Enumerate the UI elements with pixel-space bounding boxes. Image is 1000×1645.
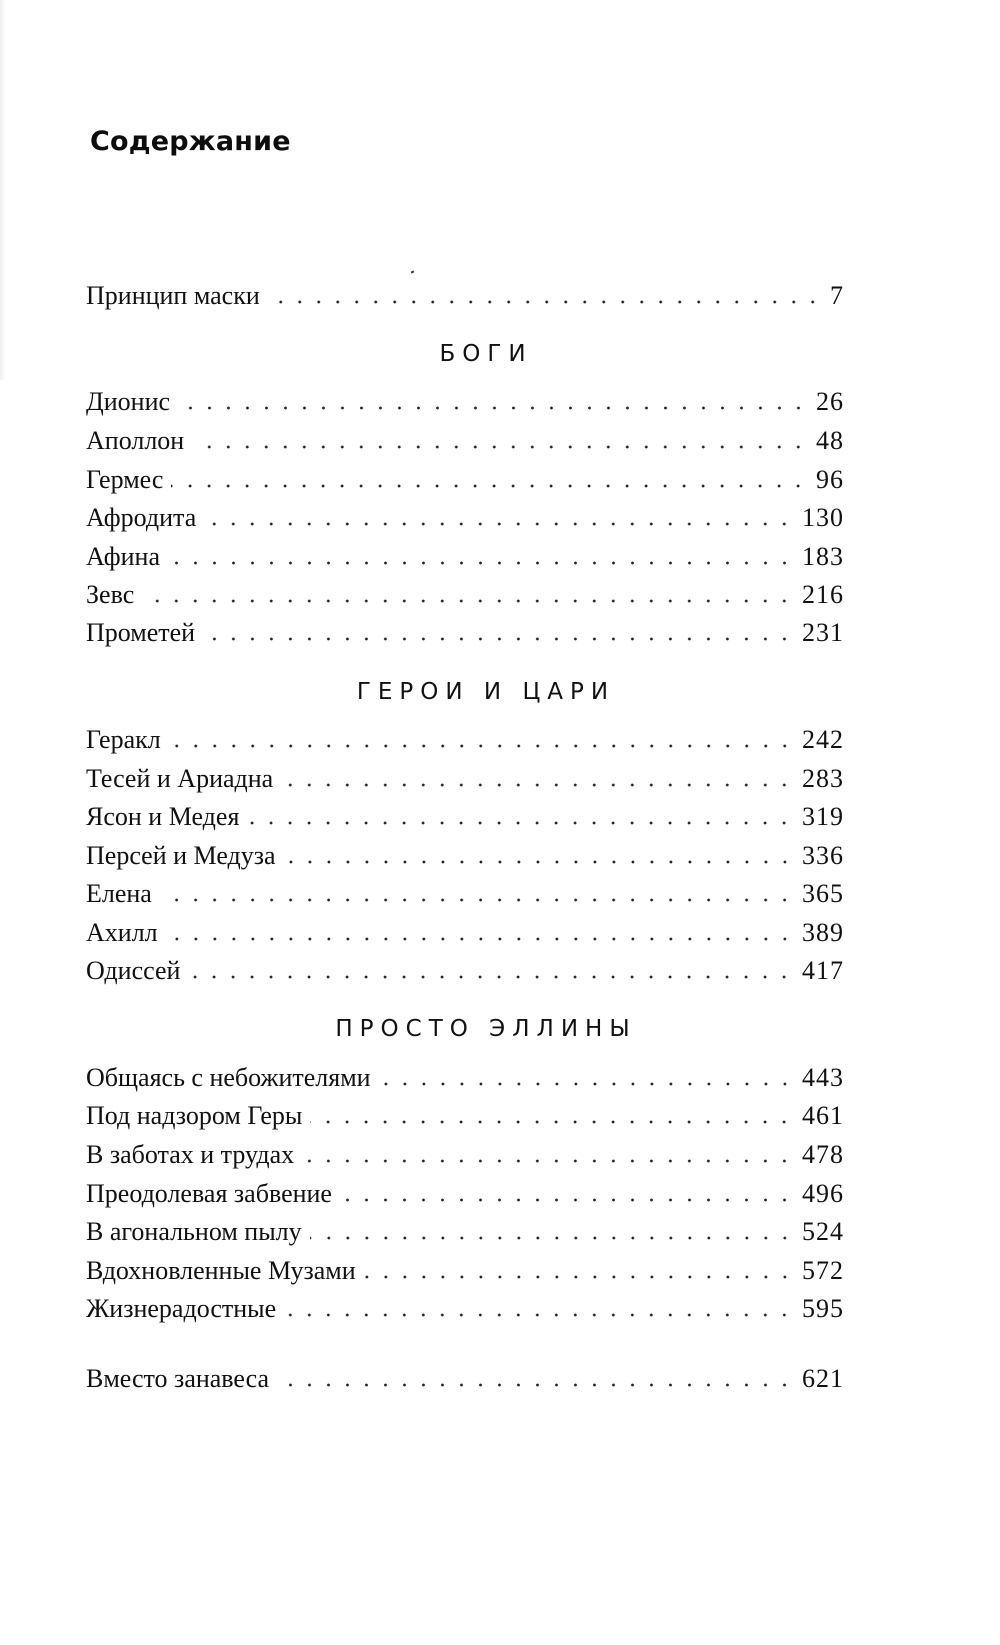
toc-entry-page: 621	[802, 1364, 844, 1393]
toc-entry[interactable]	[86, 1098, 844, 1134]
toc-entry-page: 283	[802, 764, 844, 793]
toc-entry-title: Афина	[86, 542, 161, 571]
toc-entry-title: В заботах и трудах	[86, 1140, 295, 1169]
toc-entry-title: Афродита	[86, 503, 197, 532]
toc-entry-title: Ахилл	[86, 918, 158, 947]
toc-entry-page: 216	[802, 580, 844, 609]
dot-leader	[340, 1198, 794, 1202]
toc-entry-outro[interactable]	[86, 1361, 844, 1397]
toc-entry-intro[interactable]	[86, 278, 844, 314]
toc-entry[interactable]	[86, 953, 844, 989]
toc-entry-title: Вместо занавеса	[86, 1364, 270, 1393]
toc-entry[interactable]	[86, 500, 844, 536]
toc-entry-title: Елена	[86, 879, 152, 908]
toc-entry-page: 417	[802, 956, 844, 985]
dot-leader	[268, 300, 822, 304]
toc-entry[interactable]	[86, 1291, 844, 1327]
section-title-heroes: ГЕРОИ И ЦАРИ	[356, 679, 616, 705]
contents-heading: Содержание	[90, 126, 291, 157]
toc-entry-title: Прометей	[86, 618, 196, 647]
section-title-gods: БОГИ	[439, 341, 533, 367]
dot-leader	[166, 937, 794, 941]
dot-leader	[284, 860, 794, 864]
toc-entry-page: 26	[816, 387, 844, 416]
toc-entry-title: Преодолевая забвение	[86, 1179, 332, 1208]
toc-entry-title: Вдохновленные Музами	[86, 1256, 356, 1285]
dot-leader	[247, 821, 794, 825]
dot-leader	[188, 975, 794, 979]
toc-entry[interactable]	[86, 876, 844, 912]
toc-entry-page: 48	[816, 426, 844, 455]
section-title-hellenes: ПРОСТО ЭЛЛИНЫ	[335, 1016, 637, 1042]
dot-leader	[281, 783, 794, 787]
toc-entry-page: 389	[802, 918, 844, 947]
toc-entry-title: В агональном пылу	[86, 1217, 302, 1246]
toc-entry-title: Принцип маски	[86, 281, 260, 310]
toc-entry-page: 7	[830, 281, 844, 310]
toc-entry[interactable]	[86, 1253, 844, 1289]
dot-leader	[192, 445, 808, 449]
dot-leader	[204, 522, 794, 526]
toc-entry-title: Аполлон	[86, 426, 185, 455]
dot-leader	[169, 744, 794, 748]
toc-entry-page: 242	[802, 725, 844, 754]
toc-entry-title: Жизнерадостные	[86, 1294, 277, 1323]
toc-entry-page: 572	[802, 1256, 844, 1285]
toc-entry-page: 183	[802, 542, 844, 571]
dot-leader	[168, 561, 794, 565]
toc-entry[interactable]	[86, 539, 844, 575]
toc-entry-page: 336	[802, 841, 844, 870]
toc-entry-title: Гермес	[86, 465, 164, 494]
dot-leader	[310, 1236, 794, 1240]
toc-entry[interactable]	[86, 577, 844, 613]
toc-entry-page: 524	[802, 1217, 844, 1246]
toc-entry[interactable]	[86, 423, 844, 459]
toc-entry[interactable]	[86, 838, 844, 874]
toc-entry[interactable]	[86, 799, 844, 835]
dot-leader	[178, 406, 808, 410]
toc-entry-page: 319	[802, 802, 844, 831]
toc-entry-title: Ясон и Медея	[86, 802, 240, 831]
toc-entry-title: Тесей и Ариадна	[86, 764, 274, 793]
toc-entry-title: Одиссей	[86, 956, 181, 985]
toc-entry-page: 496	[802, 1179, 844, 1208]
toc-entry[interactable]	[86, 722, 844, 758]
toc-entry-page: 443	[802, 1063, 844, 1092]
dot-leader	[160, 898, 794, 902]
toc-entry-title: Под надзором Геры	[86, 1101, 303, 1130]
toc-entry[interactable]	[86, 1137, 844, 1173]
toc-entry-page: 478	[802, 1140, 844, 1169]
dot-leader	[171, 484, 808, 488]
toc-entry-page: 130	[802, 503, 844, 532]
toc-entry[interactable]	[86, 462, 844, 498]
toc-entry-title: Зевс	[86, 580, 135, 609]
dot-leader	[142, 599, 794, 603]
dot-leader	[310, 1120, 794, 1124]
toc-entry-title: Дионис	[86, 387, 171, 416]
dot-leader	[284, 1313, 794, 1317]
dot-leader	[302, 1159, 794, 1163]
toc-entry-page: 231	[802, 618, 844, 647]
dot-leader	[203, 637, 794, 641]
dot-leader	[364, 1275, 794, 1279]
toc-entry-title: Общаясь с небожителями	[86, 1063, 371, 1092]
dot-leader	[379, 1082, 794, 1086]
toc-entry[interactable]	[86, 915, 844, 951]
dot-leader	[277, 1383, 794, 1387]
toc-entry-page: 461	[802, 1101, 844, 1130]
toc-entry-page: 96	[816, 465, 844, 494]
toc-entry-title: Геракл	[86, 725, 161, 754]
toc-entry[interactable]	[86, 1060, 844, 1096]
toc-entry-page: 365	[802, 879, 844, 908]
toc-entry-page: 595	[802, 1294, 844, 1323]
toc-entry[interactable]	[86, 384, 844, 420]
toc-entry-title: Персей и Медуза	[86, 841, 276, 870]
stray-ink-mark	[411, 270, 415, 273]
toc-entry[interactable]	[86, 1176, 844, 1212]
page-edge-shadow	[0, 0, 6, 380]
toc-entry[interactable]	[86, 761, 844, 797]
toc-entry[interactable]	[86, 615, 844, 651]
toc-entry[interactable]	[86, 1214, 844, 1250]
